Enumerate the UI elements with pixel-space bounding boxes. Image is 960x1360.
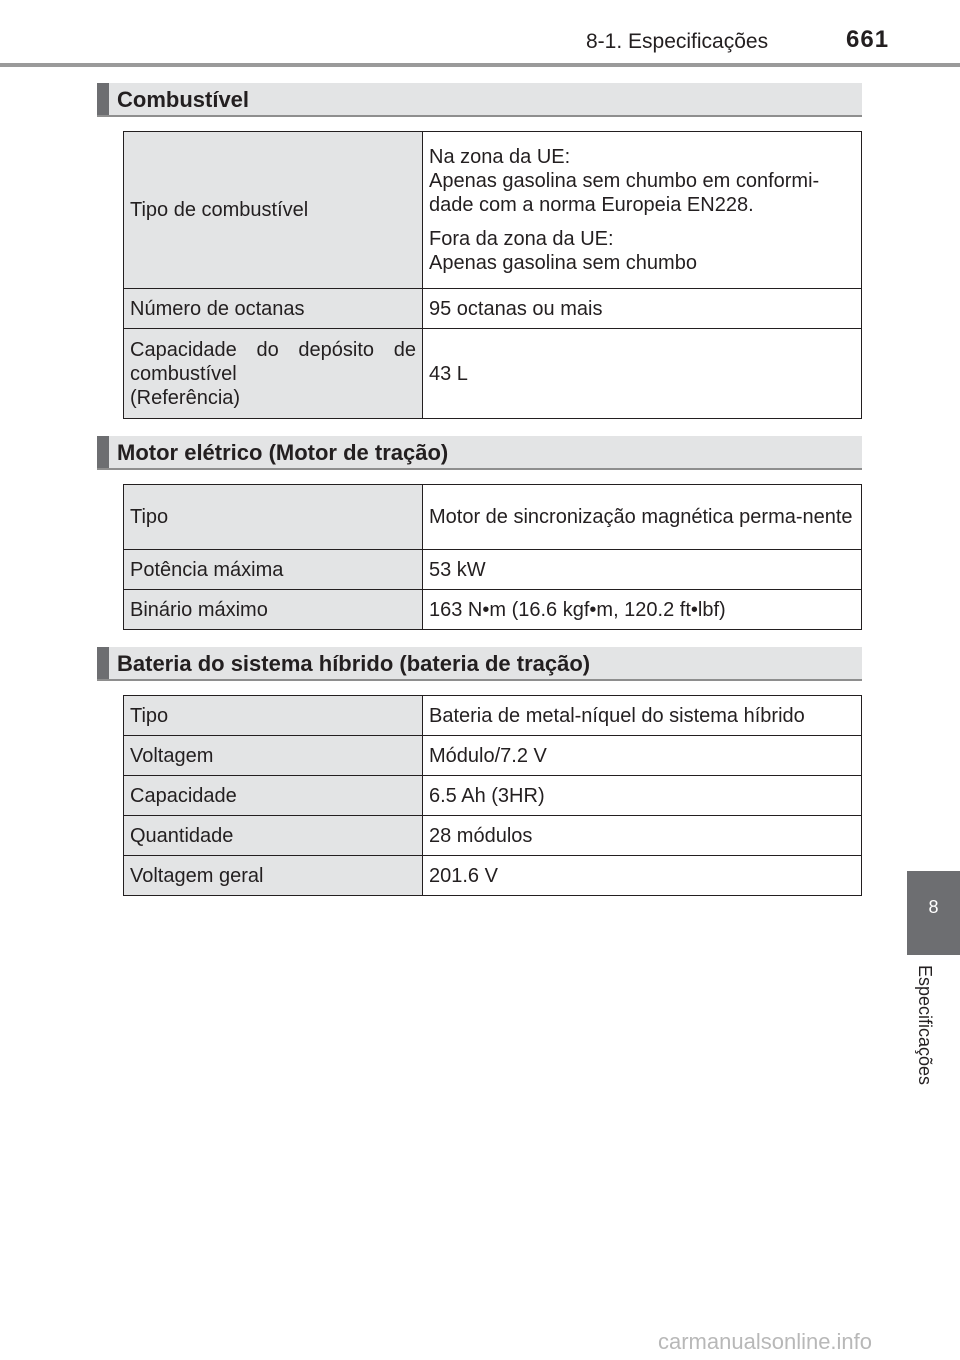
spec-key: Quantidade [124, 816, 423, 856]
section-heading-hybrid-battery [97, 647, 862, 681]
spec-key: Capacidade [124, 776, 423, 816]
motor-spec-table [123, 484, 862, 630]
spec-value: 43 L [423, 329, 862, 419]
spec-value: 28 módulos [423, 816, 862, 856]
running-header-section-title: 8-1. Especificações [586, 30, 769, 53]
section-heading-electric-motor [97, 436, 862, 470]
table-row [124, 816, 862, 856]
spec-key: Tipo de combustível [124, 132, 423, 289]
fuel-spec-table [123, 131, 862, 419]
chapter-number: 8 [928, 897, 939, 917]
spec-value [423, 132, 862, 289]
page-number: 661 [846, 26, 890, 53]
spec-key: Tipo [124, 696, 423, 736]
table-row [124, 776, 862, 816]
table-row [124, 550, 862, 590]
battery-spec-table [123, 695, 862, 896]
chapter-label: Especificações [915, 965, 935, 1086]
table-row [124, 132, 862, 289]
spec-key: Número de octanas [124, 289, 423, 329]
spec-value: Bateria de metal-níquel do sistema híbrido [423, 696, 862, 736]
spec-key: Capacidade do depósito de combustível (Referência) [124, 329, 423, 419]
spec-value: 201.6 V [423, 856, 862, 896]
spec-value-paragraph: Fora da zona da UE: Apenas gasolina sem chumbo [429, 228, 697, 274]
table-row [124, 485, 862, 550]
table-row [124, 590, 862, 630]
table-row [124, 289, 862, 329]
spec-value: 163 N•m (16.6 kgf•m, 120.2 ft•lbf) [423, 590, 862, 630]
spec-key: Binário máximo [124, 590, 423, 630]
table-row [124, 696, 862, 736]
spec-value: Motor de sincronização magnética perma-nente [423, 485, 862, 550]
chapter-tab [907, 871, 960, 955]
section-heading-bar [97, 83, 109, 115]
section-heading-fuel [97, 83, 862, 117]
section-heading-text: Combustível [117, 87, 250, 112]
spec-value: Módulo/7.2 V [423, 736, 862, 776]
table-row [124, 856, 862, 896]
header-rule [0, 63, 960, 67]
spec-value: 6.5 Ah (3HR) [423, 776, 862, 816]
section-heading-bar [97, 436, 109, 468]
watermark: carmanualsonline.info [658, 1329, 873, 1354]
section-heading-bar [97, 647, 109, 679]
spec-key: Voltagem [124, 736, 423, 776]
section-heading-text: Bateria do sistema híbrido (bateria de tração) [117, 651, 591, 676]
spec-key: Tipo [124, 485, 423, 550]
spec-value-paragraph: Na zona da UE: Apenas gasolina sem chumbo em conformi-dade com a norma Europeia EN228. [429, 146, 820, 216]
spec-value: 53 kW [423, 550, 862, 590]
spec-key: Voltagem geral [124, 856, 423, 896]
spec-value: 95 octanas ou mais [423, 289, 862, 329]
table-row [124, 736, 862, 776]
spec-key: Potência máxima [124, 550, 423, 590]
table-row [124, 329, 862, 419]
section-heading-text: Motor elétrico (Motor de tração) [117, 440, 449, 465]
